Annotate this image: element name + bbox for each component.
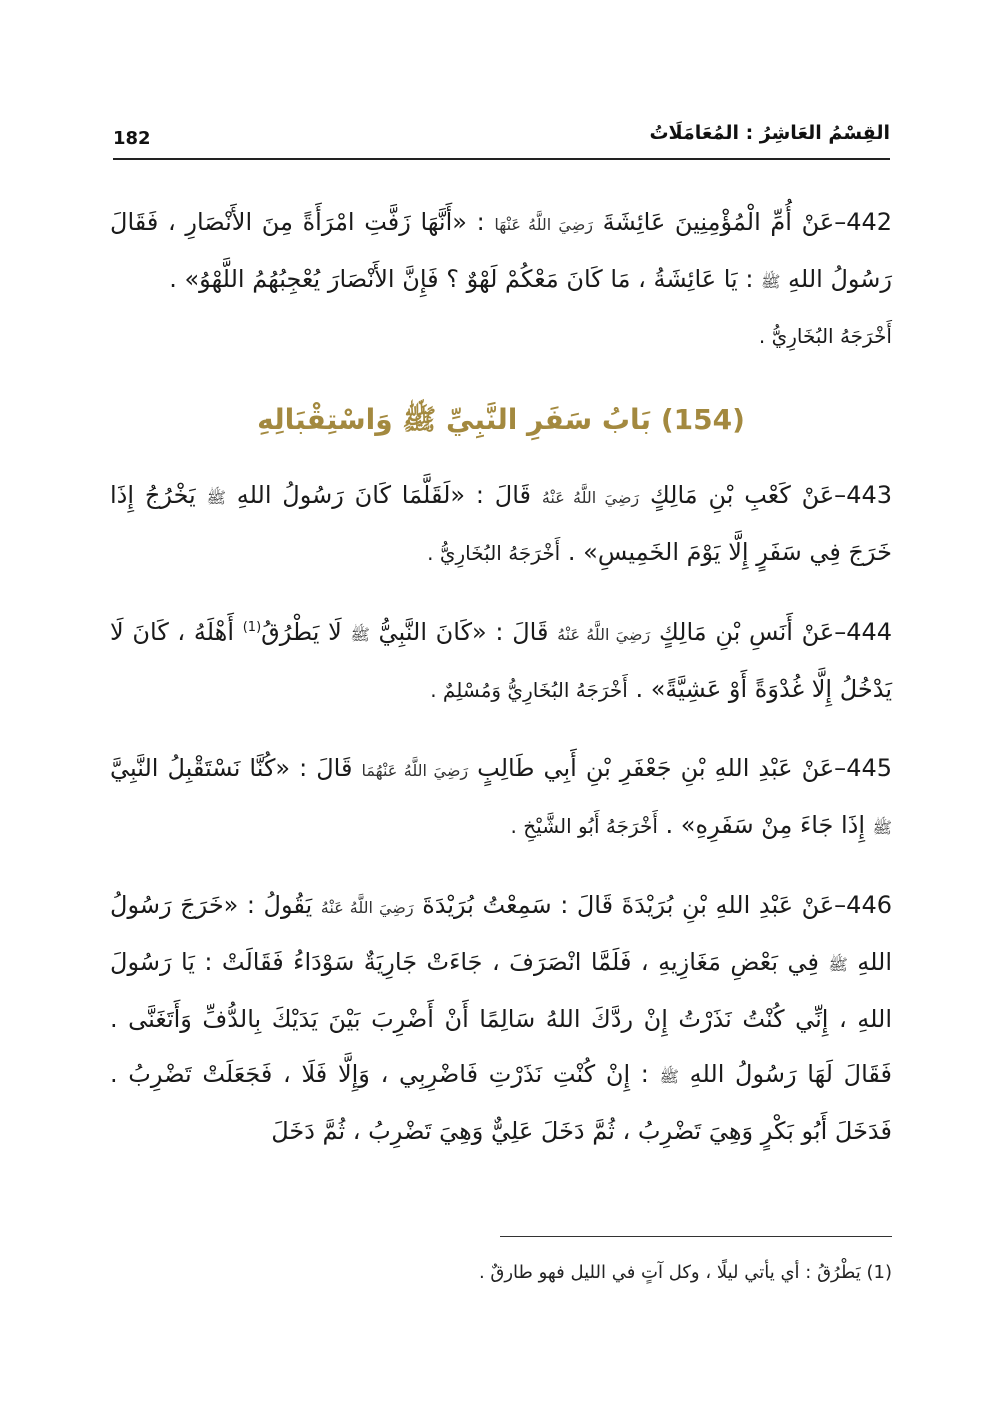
honorific: ﷺ (761, 272, 781, 291)
hadith-chain: –عَنْ عَبْدِ اللهِ بْنِ جَعْفَرِ بْنِ أَبِي طَالِبٍ (477, 754, 847, 782)
honorific: رَضِيَ اللَّهُ عَنْهَا (494, 215, 594, 234)
page-number: 182 (113, 128, 151, 149)
running-head: القِسْمُ العَاشِرُ : المُعَامَلَاتُ (649, 122, 890, 144)
hadith-number: 442 (846, 208, 893, 236)
chapter-number: (154) (660, 403, 745, 436)
chapter-title-text: وَاسْتِقْبَالِهِ (257, 403, 393, 436)
honorific: ﷺ (828, 955, 848, 974)
hadith-body: أَهْلَهُ ، كَانَ لَا يَدْخُلُ إِلَّا غُدْوَةً أَوْ عَشِيَّةً» . (110, 618, 892, 703)
footnote-marker[interactable]: (1) (242, 620, 262, 635)
takhrij: أَخْرَجَهُ البُخَارِيُّ . (758, 324, 892, 348)
footnote-number: (1) (866, 1262, 892, 1283)
hadith-body: قَالَ : «لَقَلَّمَا كَانَ رَسُولُ اللهِ (236, 481, 531, 509)
footnote-text: يَطْرُقُ : أي يأتي ليلًا ، وكل آتٍ في الليل فهو طارقٌ . (478, 1262, 861, 1283)
honorific: ﷺ (872, 818, 892, 837)
honorific: رَضِيَ اللَّهُ عَنْهُمَا (361, 761, 469, 780)
hadith-body: إِذَا جَاءَ مِنْ سَفَرِهِ» . (665, 811, 866, 839)
hadith-body: : يَا عَائِشَةُ ، مَا كَانَ مَعْكُمْ لَهْوٌ ؟ فَإِنَّ الأَنْصَارَ يُعْجِبُهُمُ اللَّهْوُ» . (169, 265, 754, 293)
takhrij: أَخْرَجَهُ أَبُو الشَّيْخِ . (510, 814, 658, 838)
chapter-title (110, 392, 892, 448)
chapter-title-text: بَابُ سَفَرِ النَّبِيِّ (446, 403, 652, 436)
hadith-body: قَالَ : «كَانَ النَّبِيُّ (378, 618, 549, 646)
hadith-body: يَخْرُجُ إِذَا خَرَجَ فِي سَفَرٍ إِلَّا يَوْمَ الخَمِيسِ» . (110, 481, 892, 566)
hadith-text (110, 878, 892, 1159)
hadith-chain: –عَنْ أَنَسِ بْنِ مَالِكٍ (658, 618, 847, 646)
hadith-text (110, 741, 892, 855)
page-header (113, 118, 890, 160)
hadith-number: 445 (846, 754, 892, 782)
honorific: ﷺ (659, 1067, 679, 1086)
takhrij: أَخْرَجَهُ البُخَارِيُّ وَمُسْلِمٌ . (430, 678, 628, 702)
honorific: رَضِيَ اللَّهُ عَنْهُ (320, 898, 414, 917)
honorific: ﷺ (206, 488, 226, 507)
hadith-text (110, 605, 892, 718)
hadith-chain: –عَنْ كَعْبِ بْنِ مَالِكٍ (649, 481, 847, 509)
hadith-number: 443 (846, 481, 892, 509)
hadith-body: يَقُولُ : «خَرَجَ رَسُولُ اللهِ (110, 891, 893, 976)
hadith-number: 446 (846, 891, 892, 919)
hadith-444 (110, 605, 892, 718)
hadith-body: فِي بَعْضِ مَغَازِيهِ ، فَلَمَّا انْصَرَفَ ، جَاءَتْ جَارِيَةٌ سَوْدَاءُ فَقَالَتْ : يَا رَسُولَ اللهِ ، إِنِّي كُنْتُ نَذَرْتُ إِنْ ردَّكَ اللهُ سَالِمًا أَنْ أَضْرِبَ بَيْنَ يَدَيْكَ بِالدُّفِّ وَأَتَغَنَّى . فَقَالَ لَهَا رَسُولُ اللهِ (110, 948, 892, 1088)
hadith-text (110, 468, 892, 581)
hadith-446 (110, 878, 892, 1159)
hadith-body: : «أَنَّهَا زَفَّتِ امْرَأَةً مِنَ الأَنْصَارِ ، فَقَالَ رَسُولُ اللهِ (110, 208, 892, 293)
hadith-body: : إِنْ كُنْتِ نَذَرْتِ فَاضْرِبِي ، وَإِلَّا فَلَا ، فَجَعَلَتْ تَضْرِبُ . فَدَخَلَ أَبُو بَكْرٍ وَهِيَ تَضْرِبُ ، ثُمَّ دَخَلَ عَلِيٌّ وَهِيَ تَضْرِبُ ، ثُمَّ دَخَلَ (110, 1060, 892, 1145)
hadith-text (110, 195, 892, 309)
hadith-body: قَالَ : «كُنَّا نَسْتَقْبِلُ النَّبِيَّ (110, 754, 353, 782)
hadith-chain: –عَنْ عَبْدِ اللهِ بْنِ بُرَيْدَةَ قَالَ : سَمِعْتُ بُرَيْدَةَ (422, 891, 847, 919)
hadith-442 (110, 195, 892, 364)
honorific: ﷺ (350, 625, 370, 644)
footnote-divider (500, 1236, 892, 1237)
honorific: رَضِيَ اللَّهُ عَنْهُ (557, 625, 651, 644)
hadith-445 (110, 741, 892, 855)
hadith-443 (110, 468, 892, 581)
honorific: ﷺ (402, 403, 437, 436)
takhrij: أَخْرَجَهُ البُخَارِيُّ . (427, 541, 561, 565)
hadith-number: 444 (846, 618, 893, 646)
hadith-chain: –عَنْ أُمِّ الْمُؤْمِنِينَ عَائِشَةَ (602, 208, 847, 236)
footnote (110, 1258, 892, 1288)
honorific: رَضِيَ اللَّهُ عَنْهُ (541, 488, 640, 507)
hadith-body: لَا يَطْرُقُ (261, 618, 342, 646)
